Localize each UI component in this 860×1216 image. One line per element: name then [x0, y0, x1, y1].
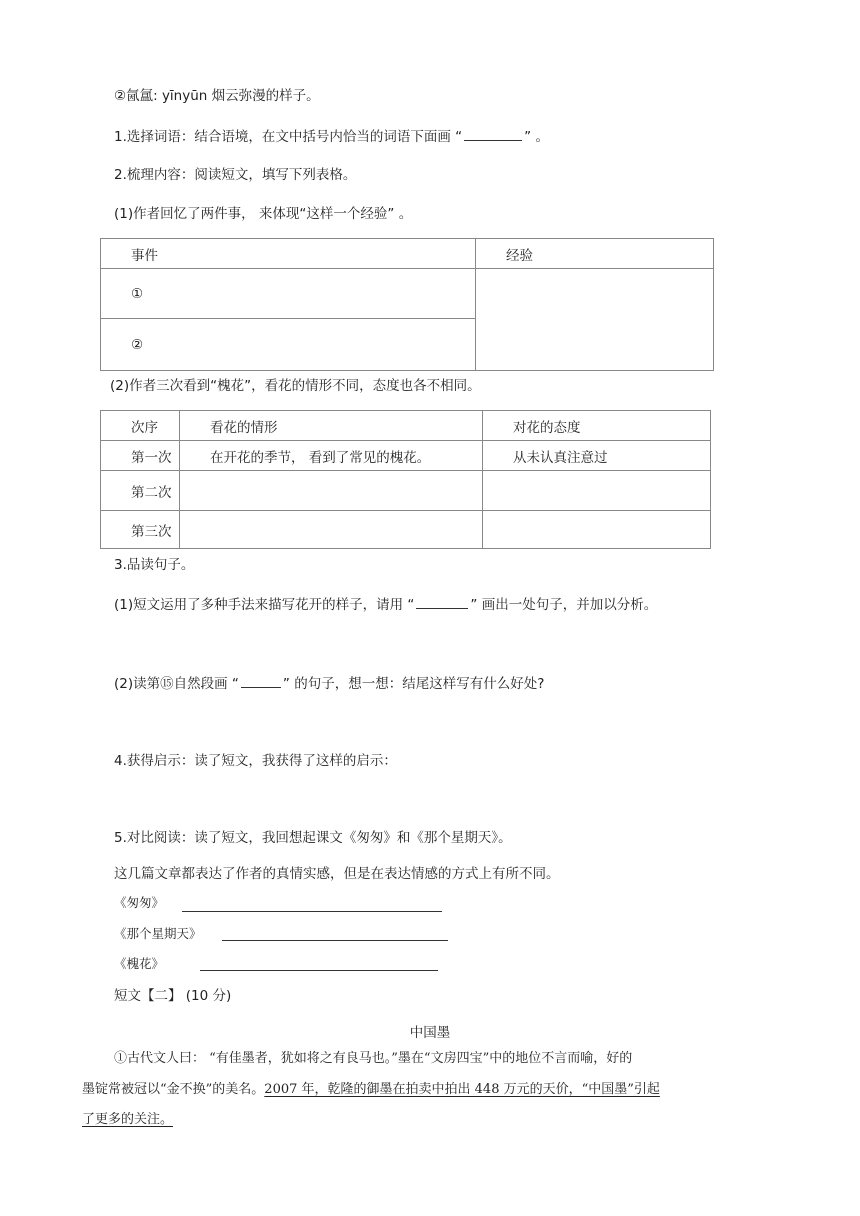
question-1-text: 1.选择词语：结合语境，在文中括号内恰当的词语下面画 “: [114, 129, 463, 145]
paragraph-1-line-2: [82, 1080, 660, 1100]
paragraph-1-line-3: [82, 1110, 173, 1130]
article-title-text: 中国墨: [409, 1025, 451, 1041]
answer-blank[interactable]: [416, 594, 468, 609]
attitude-cell[interactable]: [483, 471, 711, 511]
question-3-2-end: ” 的句子，想一想：结尾这样写有什么好处?: [282, 676, 545, 692]
question-3-1: [114, 594, 657, 615]
answer-line-2[interactable]: [222, 939, 448, 941]
section-heading: 短文【二】 (10 分): [114, 988, 232, 1004]
question-2: 2.梳理内容：阅读短文，填写下列表格。: [114, 167, 357, 183]
question-5-desc: 这几篇文章都表达了作者的真情实感，但是在表达情感的方式上有所不同。: [114, 866, 560, 882]
question-5: 5.对比阅读：读了短文，我回想起课文《匆匆》和《那个星期天》。: [114, 830, 512, 846]
attitude-cell: 从未认真注意过: [483, 441, 711, 471]
paragraph-1-line-1: ①古代文人曰： “有佳墨者，犹如将之有良马也。”墨在“文房四宝”中的地位不言而喻，好的: [114, 1051, 633, 1066]
question-1: [114, 126, 549, 147]
experience-cell[interactable]: [476, 269, 714, 371]
question-3-1-end: ” 画出一处句子，并加以分析。: [470, 597, 658, 613]
header-experience: 经验: [476, 239, 714, 269]
header-order: 次序: [101, 411, 180, 441]
question-3: 3.品读句子。: [114, 557, 195, 573]
question-4: 4.获得启示：读了短文，我获得了这样的启示：: [114, 753, 397, 769]
answer-line-1[interactable]: [182, 910, 442, 912]
situation-cell: 在开花的季节， 看到了常见的槐花。: [180, 441, 483, 471]
underlined-sentence: 了更多的关注。: [82, 1112, 174, 1127]
article-title: [0, 1021, 860, 1041]
situation-cell[interactable]: [180, 511, 483, 549]
answer-line-3[interactable]: [200, 969, 438, 971]
question-2-2: (2)作者三次看到“槐花”，看花的情形不同，态度也各不相同。: [110, 378, 481, 394]
event-cell-2[interactable]: ②: [101, 319, 476, 371]
row-label: 第二次: [101, 471, 180, 511]
question-2-1: (1)作者回忆了两件事， 来体现“这样一个经验” 。: [114, 206, 413, 222]
attitude-cell[interactable]: [483, 511, 711, 549]
header-situation: 看花的情形: [180, 411, 483, 441]
question-1-end: ” 。: [524, 129, 549, 145]
header-attitude: 对花的态度: [483, 411, 711, 441]
question-3-2: [114, 673, 544, 694]
row-label: 第三次: [101, 511, 180, 549]
situation-cell[interactable]: [180, 471, 483, 511]
answer-blank[interactable]: [464, 126, 522, 141]
footnote-2: ②氤氲: yīnyūn 烟云弥漫的样子。: [114, 88, 320, 104]
answer-blank[interactable]: [241, 673, 281, 688]
question-3-1-text: (1)短文运用了多种手法来描写花开的样子，请用 “: [114, 597, 415, 613]
compare-label-2: 《那个星期天》: [114, 926, 202, 941]
compare-label-1: 《匆匆》: [114, 895, 165, 910]
header-event: 事件: [101, 239, 476, 269]
paragraph-text: 墨锭常被冠以“金不换”的美名。: [82, 1082, 265, 1097]
row-label: 第一次: [101, 441, 180, 471]
underlined-sentence: 2007 年，乾隆的御墨在拍卖中拍出 448 万元的天价，“中国墨”引起: [264, 1082, 660, 1097]
event-cell-1[interactable]: ①: [101, 269, 476, 319]
events-table: [100, 238, 714, 371]
compare-label-3: 《槐花》: [114, 956, 165, 971]
flower-table: [100, 410, 711, 549]
question-3-2-text: (2)读第⑮自然段画 “: [114, 676, 239, 692]
